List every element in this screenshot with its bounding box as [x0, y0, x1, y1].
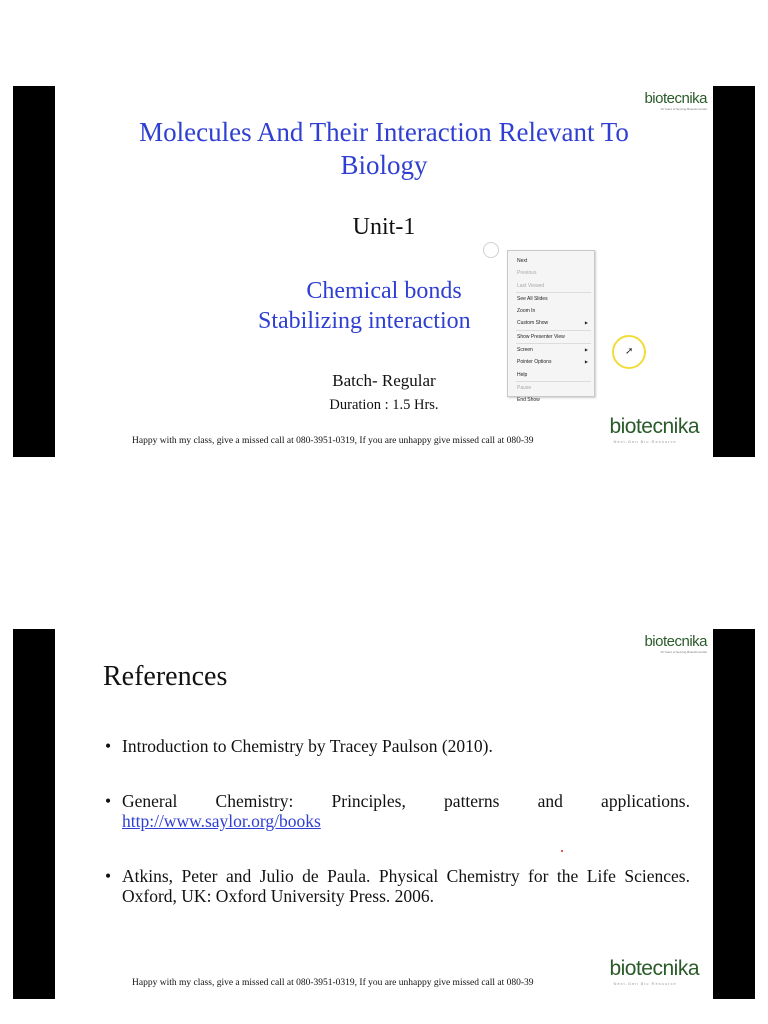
- mouse-pointer-icon: ➚: [625, 346, 634, 357]
- chevron-right-icon: ▶: [584, 359, 588, 365]
- chevron-right-icon: ▶: [584, 347, 588, 353]
- biotecnika-logo-small: biotecnika 10 Years of Serving Biotechnocrats: [644, 90, 707, 111]
- biotecnika-logo-small: biotecnika 10 Years of Serving Biotechnocrats: [644, 633, 707, 654]
- red-dot: [561, 850, 563, 852]
- references-heading: References: [103, 661, 228, 692]
- biotecnika-logo: biotecnika Next-Gen Bio Resource: [609, 957, 699, 986]
- slide-2[interactable]: [55, 629, 713, 999]
- chevron-right-icon: ▶: [584, 320, 588, 326]
- reference-item-3: • Atkins, Peter and Julio de Paula. Physical Chemistry for the Life Sciences. Oxford, UK: Oxford University Press. 2006.: [105, 866, 690, 906]
- biotecnika-logo: biotecnika Next-Gen Bio Resource: [609, 415, 699, 444]
- topic-chemical-bonds: Chemical bonds: [306, 278, 462, 304]
- menu-item-zoom-in[interactable]: Zoom In: [517, 308, 536, 315]
- slide-title: Molecules And Their Interaction Relevant To Biology: [139, 117, 629, 180]
- menu-item-show-presenter-view[interactable]: Show Presenter View: [517, 333, 565, 340]
- slide-1[interactable]: [55, 86, 713, 457]
- menu-item-last-viewed[interactable]: Last Viewed: [517, 282, 545, 289]
- menu-item-end-show[interactable]: End Show: [517, 397, 540, 404]
- menu-item-see-all-slides[interactable]: See All Slides: [517, 295, 548, 302]
- slide-frame-2: [13, 629, 755, 999]
- slide-footer: Happy with my class, give a missed call at 080-3951-0319, If you are unhappy give missed call at 080-39: [132, 436, 534, 446]
- saylor-link[interactable]: http://www.saylor.org/books: [122, 811, 321, 831]
- topic-stabilizing: Stabilizing interaction: [258, 308, 471, 334]
- batch-label: Batch- Regular: [332, 371, 436, 390]
- duration-label: Duration : 1.5 Hrs.: [329, 397, 439, 413]
- menu-item-pause[interactable]: Pause: [517, 384, 532, 391]
- slide-footer: Happy with my class, give a missed call at 080-3951-0319, If you are unhappy give missed call at 080-39: [132, 978, 534, 988]
- menu-item-help[interactable]: Help: [517, 371, 528, 378]
- menu-item-screen[interactable]: Screen ▶: [508, 344, 594, 356]
- menu-item-custom-show[interactable]: Custom Show ▶: [508, 317, 594, 329]
- reference-item-1: • Introduction to Chemistry by Tracey Paulson (2010).: [105, 736, 493, 756]
- menu-item-next[interactable]: Next: [517, 258, 528, 264]
- slideshow-context-menu[interactable]: [507, 250, 595, 404]
- unit-label: Unit-1: [352, 214, 416, 240]
- slide-frame-1: [13, 86, 755, 457]
- menu-item-pointer-options[interactable]: Pointer Options ▶: [508, 356, 594, 368]
- laser-cursor-ring: [483, 242, 499, 258]
- menu-item-previous[interactable]: Previous: [517, 270, 537, 277]
- reference-item-2: • General Chemistry: Principles, patterns and applications. http://www.saylor.org/books: [105, 791, 690, 831]
